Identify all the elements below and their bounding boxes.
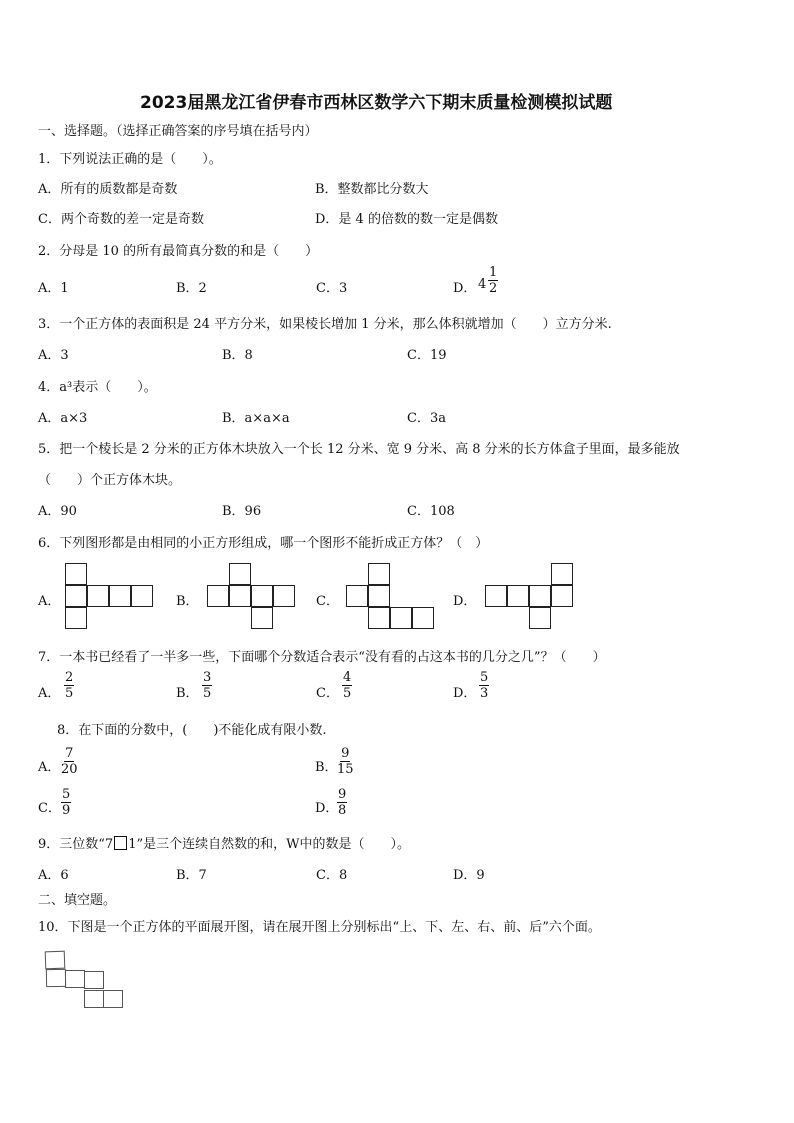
net-square: [485, 585, 507, 607]
question-9-stem: [38, 833, 410, 852]
question-4-option-b: B．a×a×a: [222, 411, 290, 426]
net-square: [65, 607, 87, 629]
net-square: [251, 607, 273, 629]
question-8-option-c-fraction: [61, 787, 71, 818]
question-7-option-c-label: C．: [316, 686, 339, 701]
question-2-option-d-fraction: [488, 265, 498, 296]
question-1-option-a: A．所有的质数都是奇数: [38, 182, 178, 197]
fraction-numerator: 4: [343, 670, 352, 685]
net-square: [390, 607, 412, 629]
net-square: [368, 563, 390, 585]
fraction-denominator: 8: [338, 803, 347, 818]
question-7-stem: 7．一本书已经看了一半多一些，下面哪个分数适合表示“没有看的占这本书的几分之几”？（ ）: [38, 650, 606, 665]
question-2-option-c: C．3: [316, 281, 348, 296]
question-7-option-d-fraction: [479, 670, 489, 701]
question-1-option-b: B．整数都比分数大: [315, 182, 429, 197]
net-square: [84, 971, 104, 989]
question-2-option-d-label: D．: [453, 281, 477, 296]
question-8-option-b-fraction: [337, 746, 354, 777]
net-square: [109, 585, 131, 607]
question-5-stem-line1: 5．把一个棱长是 2 分米的正方体木块放入一个长 12 分米、宽 9 分米、高 8 分米的长方体盒子里面，最多能放: [38, 442, 680, 457]
question-2-stem: 2．分母是 10 的所有最简真分数的和是（ ）: [38, 244, 319, 259]
question-8-option-b-label: B．: [315, 760, 338, 775]
question-7-option-b-label: B．: [176, 686, 199, 701]
question-2-option-d-whole: 4: [478, 277, 487, 292]
question-8-option-a-fraction: [61, 746, 78, 777]
fraction-denominator: 2: [489, 281, 498, 296]
question-1-stem: 1．下列说法正确的是（ ）。: [38, 152, 222, 167]
fraction-denominator: 5: [203, 686, 212, 701]
question-6-stem: 6．下列图形都是由相同的小正方形组成，哪一个图形不能折成正方体？（ ）: [38, 536, 489, 551]
question-10-stem: 10．下图是一个正方体的平面展开图，请在展开图上分别标出“上、下、左、右、前、后”六个面。: [38, 920, 601, 935]
net-square: [368, 607, 390, 629]
net-square: [45, 951, 66, 970]
fraction-denominator: 20: [61, 762, 78, 777]
question-1-option-c: C．两个奇数的差一定是奇数: [38, 212, 204, 227]
net-square: [84, 990, 104, 1008]
net-square: [103, 990, 123, 1008]
question-6-option-c-label: C．: [316, 594, 339, 609]
question-6-option-a-label: A．: [38, 594, 61, 609]
fraction-numerator: 9: [341, 746, 350, 761]
question-4-option-c: C．3a: [407, 411, 446, 426]
fraction-numerator: 1: [489, 265, 498, 280]
question-6-option-d-label: D．: [453, 594, 477, 609]
net-square: [507, 585, 529, 607]
fraction-numerator: 3: [203, 670, 212, 685]
question-5-option-b: B．96: [222, 504, 262, 519]
net-square: [65, 585, 87, 607]
blank-box-icon: [114, 836, 127, 850]
question-7-option-c-fraction: [342, 670, 352, 701]
net-square: [131, 585, 153, 607]
question-5-stem-line2: （ ）个正方体木块。: [38, 473, 182, 488]
question-6-option-b-label: B．: [176, 594, 199, 609]
net-square: [551, 585, 573, 607]
question-9-option-b: B．7: [176, 868, 207, 883]
question-9-stem-end: 1”是三个连续自然数的和，W中的数是（ ）。: [128, 837, 410, 852]
question-7-option-b-fraction: [202, 670, 212, 701]
question-3-stem: 3．一个正方体的表面积是 24 平方分米，如果棱长增加 1 分米，那么体积就增加（ ）立方分米.: [38, 317, 612, 332]
question-7-option-a-fraction: [64, 670, 74, 701]
question-4-stem: 4．a³表示（ ）。: [38, 380, 157, 395]
question-2-option-a: A．1: [38, 281, 69, 296]
page-title: 2023届黑龙江省伊春市西林区数学六下期末质量检测模拟试题: [140, 93, 613, 113]
fraction-denominator: 5: [65, 686, 74, 701]
question-8-stem: 8．在下面的分数中，( )不能化成有限小数.: [57, 723, 327, 738]
fraction-denominator: 3: [480, 686, 489, 701]
question-9-option-d: D．9: [453, 868, 485, 883]
net-square: [412, 607, 434, 629]
question-1-option-d: D．是 4 的倍数的数一定是偶数: [315, 212, 498, 227]
question-9-option-a: A．6: [38, 868, 69, 883]
fraction-denominator: 15: [337, 762, 354, 777]
net-square: [551, 563, 573, 585]
net-square: [346, 585, 368, 607]
net-square: [368, 585, 390, 607]
question-3-option-a: A．3: [38, 348, 69, 363]
question-2-option-b: B．2: [176, 281, 207, 296]
net-square: [251, 585, 273, 607]
question-8-option-c-label: C．: [38, 801, 61, 816]
question-3-option-b: B．8: [222, 348, 253, 363]
section-heading-choice: 一、选择题。（选择正确答案的序号填在括号内）: [38, 124, 318, 139]
question-5-option-a: A．90: [38, 504, 77, 519]
question-3-option-c: C．19: [407, 348, 447, 363]
fraction-numerator: 7: [65, 746, 74, 761]
net-square: [207, 585, 229, 607]
fraction-numerator: 9: [338, 787, 347, 802]
fraction-denominator: 5: [343, 686, 352, 701]
net-square: [229, 563, 251, 585]
fraction-numerator: 2: [65, 670, 74, 685]
net-square: [65, 563, 87, 585]
question-4-option-a: A．a×3: [38, 411, 88, 426]
question-8-option-a-label: A．: [38, 760, 61, 775]
net-square: [273, 585, 295, 607]
question-8-option-d-fraction: [337, 787, 347, 818]
net-square: [229, 585, 251, 607]
net-square: [529, 607, 551, 629]
net-square: [529, 585, 551, 607]
question-9-stem-start: 9．三位数“7: [38, 837, 114, 852]
question-5-option-c: C．108: [407, 504, 455, 519]
net-square: [46, 969, 66, 987]
fraction-numerator: 5: [480, 670, 489, 685]
fraction-numerator: 5: [62, 787, 71, 802]
question-9-option-c: C．8: [316, 868, 348, 883]
net-square: [65, 970, 85, 988]
question-8-option-d-label: D．: [315, 801, 339, 816]
fraction-denominator: 9: [62, 803, 71, 818]
section-heading-fill-in: 二、填空题。: [38, 893, 117, 908]
question-7-option-a-label: A．: [38, 686, 61, 701]
net-square: [87, 585, 109, 607]
question-7-option-d-label: D．: [453, 686, 477, 701]
